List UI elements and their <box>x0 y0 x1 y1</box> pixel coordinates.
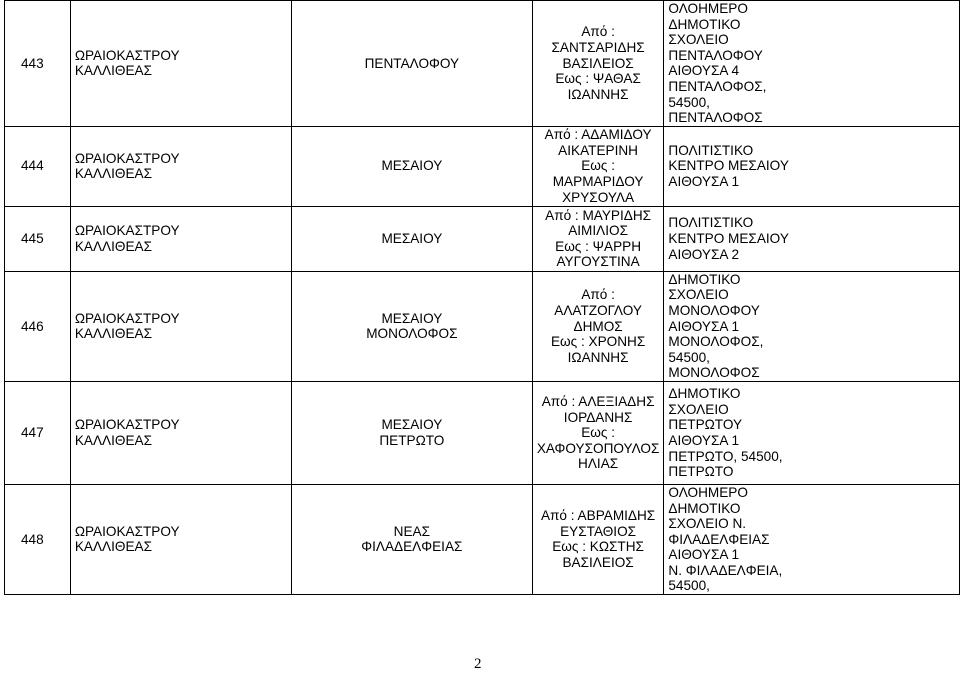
voter-range-cell-line: ΒΑΣΙΛΕΙΟΣ <box>562 555 634 571</box>
voter-range-cell-line: Εως : ΨΑΘΑΣ <box>555 71 641 87</box>
station-location-cell <box>664 381 960 484</box>
voter-range-cell-line: ΙΟΡΔΑΝΗΣ <box>563 409 633 425</box>
voter-range-cell-line: ΧΡΥΣΟΥΛΑ <box>562 189 635 205</box>
district-cell <box>291 484 532 594</box>
municipality-cell <box>70 126 291 206</box>
voter-range-cell-line: Από : ΑΛΕΞΙΑΔΗΣ <box>541 393 655 409</box>
station-location-cell <box>664 271 960 381</box>
district-cell-line: ΜΕΣΑΙΟΥ <box>381 158 443 174</box>
table-body <box>5 1 960 595</box>
municipality-cell-line: ΚΑΛΛΙΘΕΑΣ <box>74 166 152 182</box>
voter-range-cell-line: Από : <box>581 287 615 303</box>
station-location-cell-line: ΑΙΘΟΥΣΑ 1 <box>668 174 740 190</box>
voter-range-cell-line: Εως : ΚΩΣΤΗΣ <box>552 539 644 555</box>
station-number: 444 <box>5 126 71 206</box>
district-cell <box>291 206 532 271</box>
voter-range-cell-line: Εως : <box>581 425 615 441</box>
station-location-cell-line: ΠΕΤΡΩΤΟ <box>668 464 734 480</box>
station-location-cell <box>664 126 960 206</box>
table-row <box>5 126 960 206</box>
district-cell-line: ΦΙΛΑΔΕΛΦΕΙΑΣ <box>361 539 463 555</box>
voter-range-cell <box>532 206 664 271</box>
municipality-cell-line: ΩΡΑΙΟΚΑΣΤΡΟΥ <box>74 150 180 166</box>
municipality-cell-line: ΩΡΑΙΟΚΑΣΤΡΟΥ <box>74 310 180 326</box>
municipality-cell <box>70 381 291 484</box>
voter-range-cell-line: ΔΗΜΟΣ <box>573 318 623 334</box>
table-row <box>5 381 960 484</box>
voter-range-cell <box>532 1 664 127</box>
voter-range-cell-line: ΗΛΙΑΣ <box>578 456 619 472</box>
district-cell-line: ΜΟΝΟΛΟΦΟΣ <box>366 326 458 342</box>
district-cell-line: ΜΕΣΑΙΟΥ <box>381 310 443 326</box>
district-cell <box>291 126 532 206</box>
station-location-cell-line: Ν. ΦΙΛΑΔΕΛΦΕΙΑ, <box>668 562 783 578</box>
voter-range-cell-line: ΧΑΦΟΥΣΟΠΟΥΛΟΣ <box>536 440 660 456</box>
station-location-cell <box>664 206 960 271</box>
station-location-cell-line: ΑΙΘΟΥΣΑ 1 <box>668 318 740 334</box>
station-number: 446 <box>5 271 71 381</box>
district-cell <box>291 381 532 484</box>
table-row <box>5 1 960 127</box>
table-row <box>5 484 960 594</box>
station-location-cell-line: ΔΗΜΟΤΙΚΟ <box>668 500 741 516</box>
voter-range-cell <box>532 484 664 594</box>
station-number: 447 <box>5 381 71 484</box>
voter-range-cell <box>532 126 664 206</box>
district-cell-line: ΝΕΑΣ <box>393 523 431 539</box>
table-row <box>5 271 960 381</box>
station-location-cell-line: ΠΕΝΤΑΛΟΦΟΥ <box>668 47 763 63</box>
station-location-cell-line: ΑΙΘΟΥΣΑ 1 <box>668 432 740 448</box>
station-location-cell-line: ΠΟΛΙΤΙΣΤΙΚΟ <box>668 215 754 231</box>
voter-range-cell-line: ΣΑΝΤΣΑΡΙΔΗΣ <box>551 39 645 55</box>
voter-range-cell-line: Εως : ΨΑΡΡΗ <box>555 238 642 254</box>
station-location-cell <box>664 484 960 594</box>
station-location-cell-line: ΠΟΛΙΤΙΣΤΙΚΟ <box>668 142 754 158</box>
municipality-cell-line: ΩΡΑΙΟΚΑΣΤΡΟΥ <box>74 223 180 239</box>
voter-range-cell-line: ΑΙΚΑΤΕΡΙΝΗ <box>558 142 638 158</box>
station-location-cell-line: 54500, <box>668 578 710 594</box>
station-location-cell-line: ΣΧΟΛΕΙΟ <box>668 32 729 48</box>
municipality-cell <box>70 206 291 271</box>
station-location-cell-line: ΣΧΟΛΕΙΟ <box>668 287 729 303</box>
station-location-cell-line: ΠΕΤΡΩΤΟ, 54500, <box>668 448 783 464</box>
municipality-cell-line: ΚΑΛΛΙΘΕΑΣ <box>74 326 152 342</box>
station-location-cell-line: ΠΕΝΤΑΛΟΦΟΣ, <box>668 78 767 94</box>
station-location-cell-line: ΠΕΤΡΩΤΟΥ <box>668 417 743 433</box>
station-location-cell-line: ΑΙΘΟΥΣΑ 4 <box>668 63 740 79</box>
station-location-cell-line: ΟΛΟΗΜΕΡΟ <box>668 484 748 500</box>
voter-range-cell-line: ΜΑΡΜΑΡΙΔΟΥ <box>552 174 644 190</box>
voter-range-cell-line: ΑΛΑΤΖΟΓΛΟΥ <box>554 302 642 318</box>
station-location-cell <box>664 1 960 127</box>
municipality-cell <box>70 271 291 381</box>
municipality-cell-line: ΩΡΑΙΟΚΑΣΤΡΟΥ <box>74 417 180 433</box>
voter-range-cell-line: ΑΙΜΙΛΙΟΣ <box>568 223 628 239</box>
station-number: 445 <box>5 206 71 271</box>
station-location-cell-line: ΔΗΜΟΤΙΚΟ <box>668 16 741 32</box>
district-cell <box>291 271 532 381</box>
station-location-cell-line: ΦΙΛΑΔΕΛΦΕΙΑΣ <box>668 531 770 547</box>
municipality-cell-line: ΚΑΛΛΙΘΕΑΣ <box>74 63 152 79</box>
voter-range-cell-line: ΕΥΣΤΑΘΙΟΣ <box>560 523 637 539</box>
district-cell-line: ΠΕΤΡΩΤΟ <box>379 432 445 448</box>
municipality-cell <box>70 484 291 594</box>
station-location-cell-line: ΔΗΜΟΤΙΚΟ <box>668 271 741 287</box>
station-location-cell-line: ΟΛΟΗΜΕΡΟ <box>668 1 748 16</box>
station-location-cell-line: ΚΕΝΤΡΟ ΜΕΣΑΙΟΥ <box>668 230 789 246</box>
polling-stations-table <box>4 0 960 595</box>
district-cell-line: ΜΕΣΑΙΟΥ <box>381 417 443 433</box>
municipality-cell-line: ΚΑΛΛΙΘΕΑΣ <box>74 539 152 555</box>
district-cell-line: ΠΕΝΤΑΛΟΦΟΥ <box>364 55 460 71</box>
voter-range-cell-line: Από : ΜΑΥΡΙΔΗΣ <box>545 207 652 223</box>
municipality-cell-line: ΚΑΛΛΙΘΕΑΣ <box>74 238 152 254</box>
station-location-cell-line: ΜΟΝΟΛΟΦΟΣ <box>668 365 760 381</box>
voter-range-cell-line: ΒΑΣΙΛΕΙΟΣ <box>562 55 634 71</box>
voter-range-cell-line: ΑΥΓΟΥΣΤΙΝΑ <box>556 254 640 270</box>
station-location-cell-line: ΠΕΝΤΑΛΟΦΟΣ <box>668 110 763 126</box>
district-cell <box>291 1 532 127</box>
voter-range-cell-line: ΙΩΑΝΝΗΣ <box>567 349 629 365</box>
voter-range-cell-line: ΙΩΑΝΝΗΣ <box>567 86 629 102</box>
station-location-cell-line: ΜΟΝΟΛΟΦΟΣ, <box>668 334 764 350</box>
voter-range-cell-line: Εως : <box>581 158 615 174</box>
station-number: 443 <box>5 1 71 127</box>
municipality-cell-line: ΩΡΑΙΟΚΑΣΤΡΟΥ <box>74 523 180 539</box>
station-location-cell-line: 54500, <box>668 349 710 365</box>
municipality-cell <box>70 1 291 127</box>
voter-range-cell <box>532 271 664 381</box>
station-location-cell-line: ΑΙΘΟΥΣΑ 1 <box>668 547 740 563</box>
station-location-cell-line: ΔΗΜΟΤΙΚΟ <box>668 386 741 402</box>
voter-range-cell-line: Εως : ΧΡΟΝΗΣ <box>550 334 646 350</box>
station-location-cell-line: ΜΟΝΟΛΟΦΟΥ <box>668 302 760 318</box>
voter-range-cell <box>532 381 664 484</box>
municipality-cell-line: ΚΑΛΛΙΘΕΑΣ <box>74 432 152 448</box>
district-cell-line: ΜΕΣΑΙΟΥ <box>381 230 443 246</box>
table-row <box>5 206 960 271</box>
station-location-cell-line: ΣΧΟΛΕΙΟ <box>668 401 729 417</box>
station-location-cell-line: ΑΙΘΟΥΣΑ 2 <box>668 246 740 262</box>
voter-range-cell-line: Από : ΑΔΑΜΙΔΟΥ <box>544 127 652 143</box>
municipality-cell-line: ΩΡΑΙΟΚΑΣΤΡΟΥ <box>74 47 180 63</box>
voter-range-cell-line: Από : ΑΒΡΑΜΙΔΗΣ <box>540 508 656 524</box>
station-location-cell-line: ΚΕΝΤΡΟ ΜΕΣΑΙΟΥ <box>668 158 789 174</box>
page-number: 2 <box>474 656 482 672</box>
station-location-cell-line: 54500, <box>668 94 710 110</box>
station-number: 448 <box>5 484 71 594</box>
station-location-cell-line: ΣΧΟΛΕΙΟ Ν. <box>668 516 747 532</box>
voter-range-cell-line: Από : <box>581 24 615 40</box>
